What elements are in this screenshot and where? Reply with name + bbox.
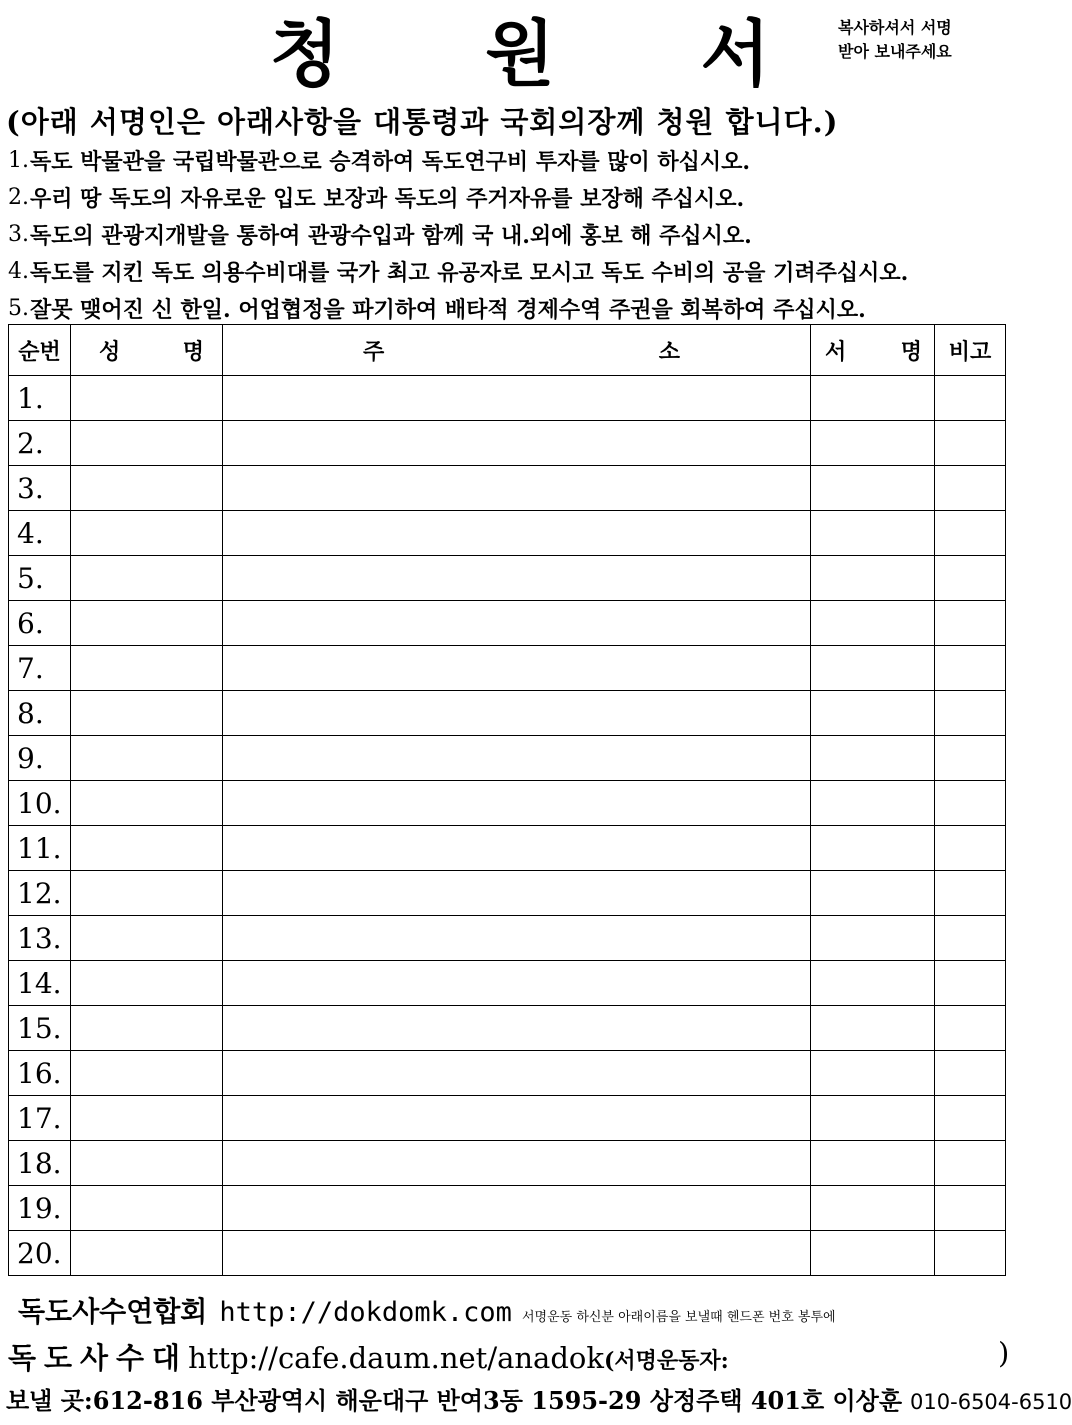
remark-cell[interactable] — [935, 961, 1006, 1006]
document-title — [270, 0, 770, 95]
row-number: 4. — [9, 511, 71, 556]
row-number: 5. — [9, 556, 71, 601]
item-number: 3. — [8, 222, 29, 247]
header-number: 순번 — [9, 325, 71, 376]
address-cell[interactable] — [223, 736, 811, 781]
signature-cell[interactable] — [811, 601, 935, 646]
name-cell[interactable] — [71, 601, 223, 646]
item-number: 2. — [8, 185, 29, 210]
footer-line-3 — [6, 1381, 1072, 1416]
petition-item — [8, 290, 908, 327]
collector-label: (서명운동자: — [603, 1348, 729, 1374]
row-number: 11. — [9, 826, 71, 871]
address-cell[interactable] — [223, 1006, 811, 1051]
address-cell[interactable] — [223, 511, 811, 556]
petition-items — [8, 142, 908, 327]
address-cell[interactable] — [223, 601, 811, 646]
remark-cell[interactable] — [935, 736, 1006, 781]
signature-cell[interactable] — [811, 1051, 935, 1096]
title-char-3: 서 — [700, 11, 770, 96]
footer-line-1 — [18, 1290, 1042, 1330]
title-char-2: 원 — [485, 11, 555, 96]
signature-cell[interactable] — [811, 781, 935, 826]
signature-cell[interactable] — [811, 916, 935, 961]
table-row — [9, 871, 1006, 916]
row-number: 19. — [9, 1186, 71, 1231]
org-name: 독도사수연합회 — [18, 1295, 208, 1328]
row-number: 17. — [9, 1096, 71, 1141]
row-number: 16. — [9, 1051, 71, 1096]
table-row — [9, 691, 1006, 736]
name-cell[interactable] — [71, 421, 223, 466]
petition-item — [8, 253, 908, 290]
table-row — [9, 1096, 1006, 1141]
remark-cell[interactable] — [935, 376, 1006, 421]
signature-cell[interactable] — [811, 961, 935, 1006]
address-cell[interactable] — [223, 1141, 811, 1186]
footer-line-2 — [8, 1336, 1032, 1377]
signature-cell[interactable] — [811, 556, 935, 601]
signature-cell[interactable] — [811, 376, 935, 421]
remark-cell[interactable] — [935, 871, 1006, 916]
remark-cell[interactable] — [935, 1141, 1006, 1186]
table-row — [9, 646, 1006, 691]
row-number: 1. — [9, 376, 71, 421]
phone-number: 010-6504-6510 — [910, 1390, 1072, 1414]
address-cell[interactable] — [223, 1051, 811, 1096]
table-row — [9, 736, 1006, 781]
signature-table — [8, 324, 1006, 1276]
table-row — [9, 916, 1006, 961]
address-cell[interactable] — [223, 646, 811, 691]
group-name: 독도사수대 — [8, 1341, 189, 1375]
address-cell[interactable] — [223, 556, 811, 601]
signature-cell[interactable] — [811, 1231, 935, 1276]
table-row — [9, 1186, 1006, 1231]
table-row — [9, 1231, 1006, 1276]
signature-cell[interactable] — [811, 826, 935, 871]
table-row — [9, 421, 1006, 466]
name-cell[interactable] — [71, 466, 223, 511]
remark-cell[interactable] — [935, 1051, 1006, 1096]
petition-item — [8, 179, 908, 216]
name-cell[interactable] — [71, 736, 223, 781]
remark-cell[interactable] — [935, 826, 1006, 871]
remark-cell[interactable] — [935, 466, 1006, 511]
copy-instruction-note — [838, 16, 952, 64]
item-text: 독도를 지킨 독도 의용수비대를 국가 최고 유공자로 모시고 독도 수비의 공을 기려주십시오. — [30, 260, 909, 286]
name-cell[interactable] — [71, 1006, 223, 1051]
address-cell[interactable] — [223, 1096, 811, 1141]
table-row — [9, 376, 1006, 421]
petition-item — [8, 216, 908, 253]
petition-intro: (아래 서명인은 아래사항을 대통령과 국회의장께 청원 합니다.) — [6, 105, 839, 139]
signature-cell[interactable] — [811, 1096, 935, 1141]
name-cell[interactable] — [71, 691, 223, 736]
remark-cell[interactable] — [935, 646, 1006, 691]
footer-note: 서명운동 하신분 아래이름을 보낼때 헨드폰 번호 봉투에 — [521, 1310, 836, 1325]
signature-cell[interactable] — [811, 736, 935, 781]
header-signature: 서 명 — [811, 325, 935, 376]
item-number: 5. — [8, 296, 29, 321]
address-cell[interactable] — [223, 466, 811, 511]
name-cell[interactable] — [71, 511, 223, 556]
signature-cell[interactable] — [811, 646, 935, 691]
title-char-1: 청 — [270, 11, 340, 96]
address-cell[interactable] — [223, 871, 811, 916]
table-row — [9, 781, 1006, 826]
item-text: 독도의 관광지개발을 통하여 관광수입과 함께 국 내.외에 홍보 해 주십시오. — [30, 223, 752, 249]
row-number: 8. — [9, 691, 71, 736]
table-row — [9, 556, 1006, 601]
row-number: 15. — [9, 1006, 71, 1051]
signature-cell[interactable] — [811, 1141, 935, 1186]
signature-cell[interactable] — [811, 1186, 935, 1231]
item-text: 우리 땅 독도의 자유로운 입도 보장과 독도의 주거자유를 보장해 주십시오. — [30, 186, 745, 212]
address-cell[interactable] — [223, 1186, 811, 1231]
remark-cell[interactable] — [935, 421, 1006, 466]
remark-cell[interactable] — [935, 1006, 1006, 1051]
table-row — [9, 511, 1006, 556]
website-link[interactable]: http://dokdomk.com — [219, 1297, 512, 1328]
remark-cell[interactable] — [935, 781, 1006, 826]
address-cell[interactable] — [223, 691, 811, 736]
mailing-address: 보낼 곳:612-816 부산광역시 해운대구 반여3동 1595-29 상정주택 401호 이상훈 — [6, 1386, 903, 1415]
signature-cell[interactable] — [811, 421, 935, 466]
item-number: 4. — [8, 259, 29, 284]
signature-cell[interactable] — [811, 691, 935, 736]
remark-cell[interactable] — [935, 691, 1006, 736]
header-address: 주 소 — [223, 325, 811, 376]
address-cell[interactable] — [223, 421, 811, 466]
name-cell[interactable] — [71, 1051, 223, 1096]
name-cell[interactable] — [71, 376, 223, 421]
name-cell[interactable] — [71, 646, 223, 691]
address-cell[interactable] — [223, 376, 811, 421]
name-cell[interactable] — [71, 556, 223, 601]
remark-cell[interactable] — [935, 1186, 1006, 1231]
row-number: 20. — [9, 1231, 71, 1276]
row-number: 3. — [9, 466, 71, 511]
table-row — [9, 1141, 1006, 1186]
address-cell[interactable] — [223, 826, 811, 871]
name-cell[interactable] — [71, 826, 223, 871]
name-cell[interactable] — [71, 1141, 223, 1186]
row-number: 2. — [9, 421, 71, 466]
address-cell[interactable] — [223, 781, 811, 826]
petition-item — [8, 142, 908, 179]
header-remark: 비고 — [935, 325, 1006, 376]
collector-close: ) — [998, 1336, 1010, 1370]
name-cell[interactable] — [71, 781, 223, 826]
row-number: 13. — [9, 916, 71, 961]
row-number: 9. — [9, 736, 71, 781]
remark-cell[interactable] — [935, 601, 1006, 646]
table-row — [9, 826, 1006, 871]
name-cell[interactable] — [71, 871, 223, 916]
row-number: 12. — [9, 871, 71, 916]
table-row — [9, 1051, 1006, 1096]
address-cell[interactable] — [223, 1231, 811, 1276]
row-number: 10. — [9, 781, 71, 826]
signature-cell[interactable] — [811, 466, 935, 511]
cafe-link[interactable]: http://cafe.daum.net/anadok — [188, 1341, 604, 1375]
header-name: 성 명 — [71, 325, 223, 376]
note-line-1: 복사하셔서 서명 — [838, 18, 952, 37]
row-number: 7. — [9, 646, 71, 691]
name-cell[interactable] — [71, 1186, 223, 1231]
row-number: 6. — [9, 601, 71, 646]
name-cell[interactable] — [71, 1096, 223, 1141]
item-text: 잘못 맺어진 신 한일. 어업협정을 파기하여 배타적 경제수역 주권을 회복하여 주십시오. — [30, 297, 866, 323]
row-number: 14. — [9, 961, 71, 1006]
item-number: 1. — [8, 148, 29, 173]
table-row — [9, 601, 1006, 646]
signature-cell[interactable] — [811, 871, 935, 916]
table-row — [9, 961, 1006, 1006]
table-row — [9, 1006, 1006, 1051]
signature-cell[interactable] — [811, 1006, 935, 1051]
table-header-row — [9, 325, 1006, 376]
remark-cell[interactable] — [935, 511, 1006, 556]
name-cell[interactable] — [71, 961, 223, 1006]
item-text: 독도 박물관을 국립박물관으로 승격하여 독도연구비 투자를 많이 하십시오. — [30, 149, 751, 175]
row-number: 18. — [9, 1141, 71, 1186]
note-line-2: 받아 보내주세요 — [838, 42, 952, 61]
signature-cell[interactable] — [811, 511, 935, 556]
table-row — [9, 466, 1006, 511]
name-cell[interactable] — [71, 1231, 223, 1276]
remark-cell[interactable] — [935, 556, 1006, 601]
remark-cell[interactable] — [935, 1231, 1006, 1276]
address-cell[interactable] — [223, 916, 811, 961]
name-cell[interactable] — [71, 916, 223, 961]
remark-cell[interactable] — [935, 1096, 1006, 1141]
remark-cell[interactable] — [935, 916, 1006, 961]
address-cell[interactable] — [223, 961, 811, 1006]
